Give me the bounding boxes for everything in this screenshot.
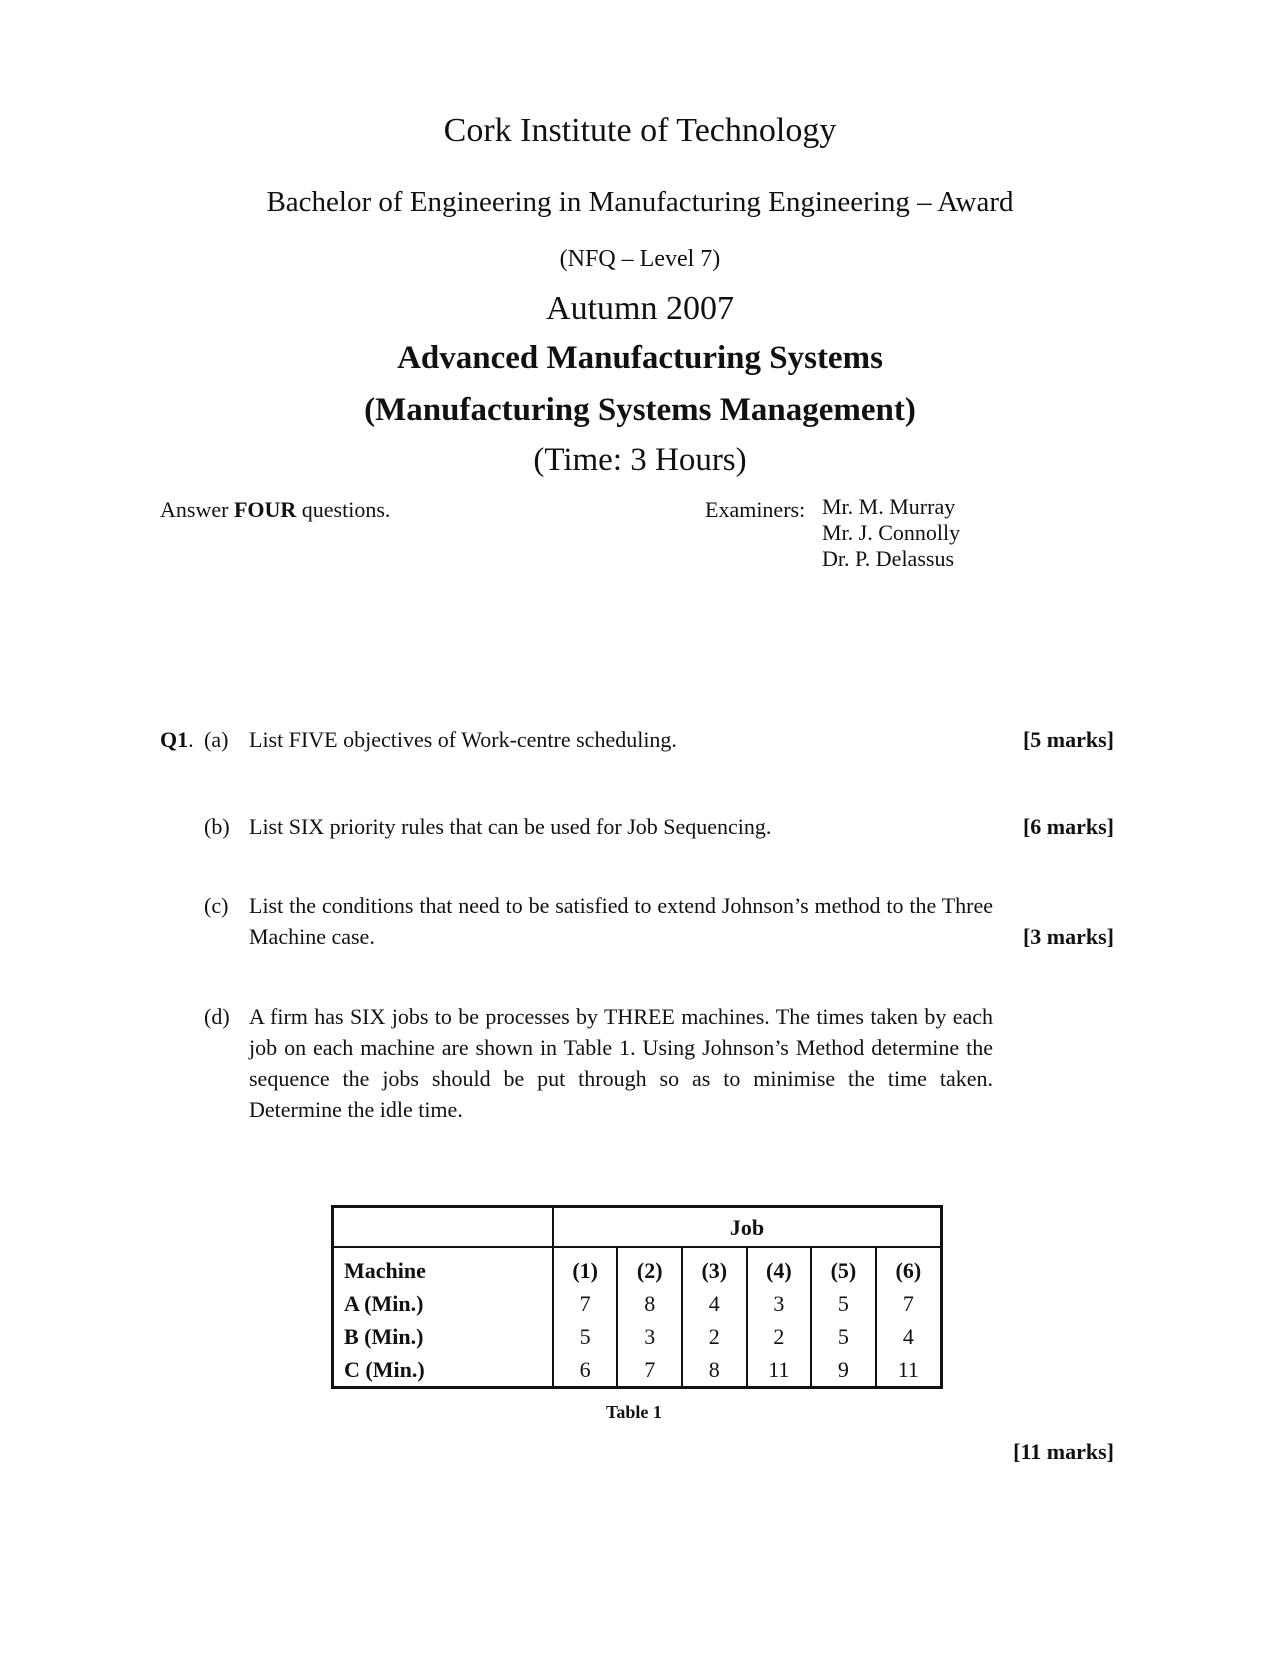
table-cell: 6 [553,1353,618,1388]
job-group-header: Job [553,1207,942,1248]
instruction-suffix: questions. [296,497,391,522]
degree-title: Bachelor of Engineering in Manufacturing Engineering – Award [266,186,1014,218]
table-cell: 3 [747,1287,812,1320]
table-header-row [333,1207,942,1248]
job-times-table [331,1205,943,1389]
examiner-name: Mr. M. Murray [822,494,956,519]
table-cell: 4 [876,1320,942,1353]
table-cell: 7 [617,1353,682,1388]
answer-instruction [160,494,390,525]
part-marks: [5 marks] [1022,727,1114,752]
machine-label: A (Min.) [344,1291,424,1316]
job-column-header: (4) [747,1247,812,1287]
job-column-header: (3) [682,1247,747,1287]
module-subtitle: (Manufacturing Systems Management) [364,392,916,428]
instruction-count: FOUR [233,497,297,522]
module-title: Advanced Manufacturing Systems [397,340,883,376]
part-marks: [6 marks] [1022,814,1114,839]
job-column-header: (5) [811,1247,876,1287]
table-cell: 8 [617,1287,682,1320]
nfq-level: (NFQ – Level 7) [559,246,721,272]
table-row [333,1287,942,1320]
part-text: List the conditions that need to be satisfied to extend Johnson’s method to the Three Machine case. [249,893,993,949]
part-label: (a) [204,727,229,752]
table-cell: 2 [682,1320,747,1353]
table-cell: 5 [811,1320,876,1353]
question-number-sep: . [188,727,194,752]
job-column-header: (1) [553,1247,618,1287]
job-column-header: (2) [617,1247,682,1287]
table-row [333,1353,942,1388]
part-text: List FIVE objectives of Work-centre scheduling. [249,727,677,752]
table-cell: 5 [553,1320,618,1353]
table-corner-cell [333,1207,553,1248]
part-label: (d) [204,1004,230,1029]
table-caption: Table 1 [606,1402,662,1422]
table-cell: 2 [747,1320,812,1353]
table-cell: 7 [553,1287,618,1320]
part-marks: [11 marks] [1013,1439,1114,1464]
instruction-prefix: Answer [160,497,234,522]
machine-label: C (Min.) [344,1357,425,1382]
table-cell: 5 [811,1287,876,1320]
table-cell: 8 [682,1353,747,1388]
table-column-row [333,1247,942,1287]
question-number [160,724,194,755]
table-cell: 3 [617,1320,682,1353]
table-cell: 11 [747,1353,812,1388]
part-text: List SIX priority rules that can be used for Job Sequencing. [249,814,772,839]
machine-label: B (Min.) [344,1324,424,1349]
table-row [333,1320,942,1353]
part-marks: [3 marks] [1022,924,1114,949]
examiners-list [822,494,960,572]
exam-duration: (Time: 3 Hours) [533,442,747,478]
part-text: A firm has SIX jobs to be processes by THREE machines. The times taken by each job on each machine are shown in Table 1. Using Johnson’s Method determine the sequence the jobs should be put through so as to minimise the time taken. Determine the idle time. [249,1004,993,1122]
examiner-name: Mr. J. Connolly [822,520,961,545]
part-label: (b) [204,814,230,839]
examiner-name: Dr. P. Delassus [822,546,955,571]
institution-name: Cork Institute of Technology [443,112,837,149]
examiners-label: Examiners: [705,497,806,522]
table-cell: 9 [811,1353,876,1388]
part-label: (c) [204,893,229,918]
machine-header: Machine [344,1258,426,1283]
exam-session: Autumn 2007 [546,290,734,327]
table-cell: 11 [876,1353,942,1388]
table-cell: 7 [876,1287,942,1320]
job-column-header: (6) [876,1247,942,1287]
table-cell: 4 [682,1287,747,1320]
question-number-label: Q1 [160,727,189,752]
